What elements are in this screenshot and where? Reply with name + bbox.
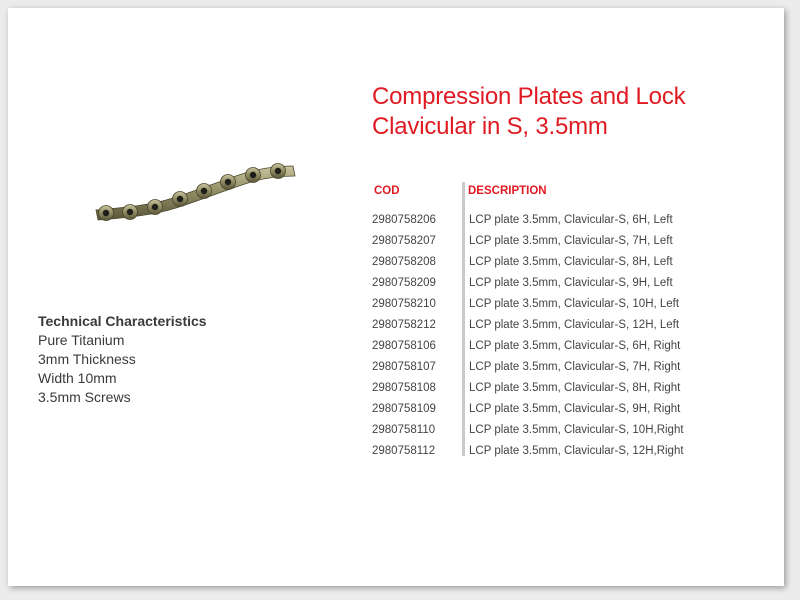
tech-item: 3mm Thickness [38, 351, 136, 367]
row-description: LCP plate 3.5mm, Clavicular-S, 12H,Right [469, 444, 684, 457]
tech-item: Pure Titanium [38, 332, 125, 348]
row-code: 2980758210 [372, 297, 436, 310]
row-code: 2980758107 [372, 360, 436, 373]
header-code: COD [374, 185, 400, 197]
page-title [372, 82, 685, 142]
row-code: 2980758207 [372, 234, 436, 247]
row-code: 2980758108 [372, 381, 436, 394]
row-code: 2980758212 [372, 318, 436, 331]
tech-item: Width 10mm [38, 370, 117, 386]
table-row [372, 209, 684, 230]
table-row [372, 293, 684, 314]
technical-title: Technical Characteristics [38, 313, 207, 329]
row-description: LCP plate 3.5mm, Clavicular-S, 6H, Right [469, 339, 681, 352]
title-line-2: Clavicular in S, 3.5mm [372, 113, 608, 140]
row-code: 2980758206 [372, 213, 436, 226]
table-row [372, 335, 684, 356]
table-header [372, 180, 684, 202]
table-row [372, 314, 684, 335]
table-row [372, 440, 684, 461]
product-table [372, 180, 684, 461]
title-line-1: Compression Plates and Lock [372, 83, 686, 110]
row-description: LCP plate 3.5mm, Clavicular-S, 8H, Left [469, 255, 673, 268]
table-row [372, 398, 684, 419]
row-code: 2980758110 [372, 423, 436, 436]
clavicle-plate-image [88, 158, 303, 233]
table-body [372, 209, 684, 461]
table-row [372, 251, 684, 272]
table-row [372, 356, 684, 377]
table-row [372, 377, 684, 398]
table-row [372, 230, 684, 251]
row-description: LCP plate 3.5mm, Clavicular-S, 7H, Left [469, 234, 673, 247]
row-code: 2980758208 [372, 255, 436, 268]
row-code: 2980758112 [372, 444, 436, 457]
row-code: 2980758109 [372, 402, 436, 415]
header-description: DESCRIPTION [468, 185, 547, 197]
row-description: LCP plate 3.5mm, Clavicular-S, 10H,Right [469, 423, 684, 436]
row-code: 2980758106 [372, 339, 436, 352]
catalog-page [8, 8, 784, 586]
row-description: LCP plate 3.5mm, Clavicular-S, 10H, Left [469, 297, 680, 310]
row-description: LCP plate 3.5mm, Clavicular-S, 12H, Left [469, 318, 680, 331]
row-code: 2980758209 [372, 276, 436, 289]
row-description: LCP plate 3.5mm, Clavicular-S, 9H, Right [469, 402, 681, 415]
row-description: LCP plate 3.5mm, Clavicular-S, 9H, Left [469, 276, 673, 289]
column-divider [462, 182, 465, 456]
row-description: LCP plate 3.5mm, Clavicular-S, 8H, Right [469, 381, 681, 394]
row-description: LCP plate 3.5mm, Clavicular-S, 6H, Left [469, 213, 673, 226]
table-row [372, 419, 684, 440]
table-row [372, 272, 684, 293]
row-description: LCP plate 3.5mm, Clavicular-S, 7H, Right [469, 360, 681, 373]
tech-item: 3.5mm Screws [38, 389, 131, 405]
technical-characteristics [38, 312, 207, 407]
